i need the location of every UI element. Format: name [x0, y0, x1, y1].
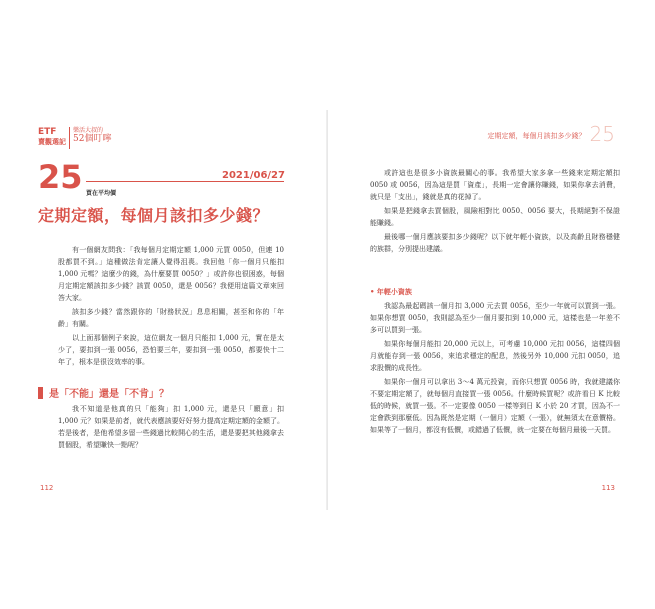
running-header-number: 25: [589, 122, 615, 146]
chapter-title: 定期定額，每個月該扣多少錢？: [38, 206, 270, 225]
right-page-number: 113: [601, 484, 615, 492]
right-body: [370, 167, 620, 257]
logo-line-1: ETF: [38, 127, 57, 137]
left-page-number: 112: [40, 484, 54, 492]
subtitle-line-2: 52個叮嚀: [73, 134, 112, 144]
section-marker: [38, 387, 43, 399]
left-body: [58, 244, 284, 370]
right-running-header: [488, 124, 615, 144]
chapter-kicker: 買在平均價: [86, 190, 117, 197]
book-subtitle: [73, 127, 111, 143]
heading-rule: [86, 181, 284, 182]
header-divider: [69, 127, 70, 149]
paragraph: 有一個網友問我：「我每個月定期定額 1,000 元買 0050，但連 10 股都買不到。」這種做法肯定讓人覺得沮喪。我回他「你一個月只能扣 1,000 元嗎？這麼少的錢，為什麼要買 0050？」或許你也很困惑，每個月定期定額該扣多少錢？該買 0050，還是 0056？我便用這篇文章來回答大家。: [58, 246, 284, 302]
paragraph: 或許這也是很多小資族最關心的事。我希望大家多拿一些錢來定期定額扣 0050 或 0056，因為這是買「資產」，長期一定會讓你賺錢，如果你拿去消費，就只是「支出」，錢就是真的花掉了。: [370, 169, 620, 201]
paragraph: 如果是把錢拿去買個股，風險相對比 0050、0056 要大，長期絕對不保證能賺錢。: [370, 207, 620, 227]
bullet-heading: • 年輕小資族: [370, 288, 412, 296]
running-header-title: 定期定額，每個月該扣多少錢？: [487, 132, 586, 140]
left-section-body: [58, 403, 284, 453]
book-logo: [38, 127, 66, 147]
paragraph: 以上面那個例子來說，這位網友一個月只能扣 1,000 元，實在是太少了，要扣到一張 0056，恐怕要三年，要扣到一張 0050，都要快十二年了，根本是很沒效率的事。: [58, 334, 284, 366]
logo-line-2: 賣觀選記: [38, 138, 66, 146]
chapter-number: 25: [38, 158, 83, 196]
chapter-date: 2021/06/27: [222, 170, 285, 181]
right-bullet-section: [370, 286, 620, 438]
paragraph: 我不知道是他真的只「能夠」扣 1,000 元，還是只「願意」扣 1,000 元？如果是前者，就代表應該要好好努力提高定期定額的金額了。若是後者，是他希望多留一些錢過比較開心的生活，還是要把其他錢拿去買個股，希望賺快一點呢？: [58, 405, 284, 449]
section-heading-text: 是「不能」還是「不肯」？: [49, 389, 169, 400]
left-page: [0, 0, 327, 609]
paragraph: 我認為最起碼該一個月扣 3,000 元去買 0056，至少一年就可以買到一張。如果你想買 0050，我則認為至少一個月要扣到 10,000 元，這樣也是一年差不多可以買到一張。: [370, 302, 620, 334]
paragraph: 如果你一個月可以拿出 3～4 萬元投資，而你只想買 0056 時，我就建議你不要定期定額了，就每個月直接買一張 0056。什麼時候買呢？或許看日 K 比較低的時候，就買一張。不一定要像 0050 一樣等到日 K 小於 20 才買，因為不一定會跌到那麼低。因為既然是定期（一個月）定額（一張），就無須太在意價格。如果等了一個月，都沒有低價，或錯過了低價，就一定要在每個月最後一天買。: [370, 378, 620, 434]
subtitle-line-1: 樂活大叔的: [73, 127, 104, 134]
paragraph: 最後哪一個月應該要扣多少錢呢？以下就年輕小資族，以及高齡且財務穩健的族群，分別提出建議。: [370, 233, 620, 253]
paragraph: 該扣多少錢？當然跟你的「財務狀況」息息相關，甚至和你的「年齡」有關。: [58, 308, 284, 328]
section-heading: [38, 385, 169, 400]
paragraph: 如果你每個月能扣 20,000 元以上，可考慮 10,000 元扣 0056，這樣四個月就能存到一張 0056，來追求穩定的配息，然後另外 10,000 元扣 0050，追求股價的成長性。: [370, 340, 620, 372]
left-running-header: [38, 127, 111, 149]
